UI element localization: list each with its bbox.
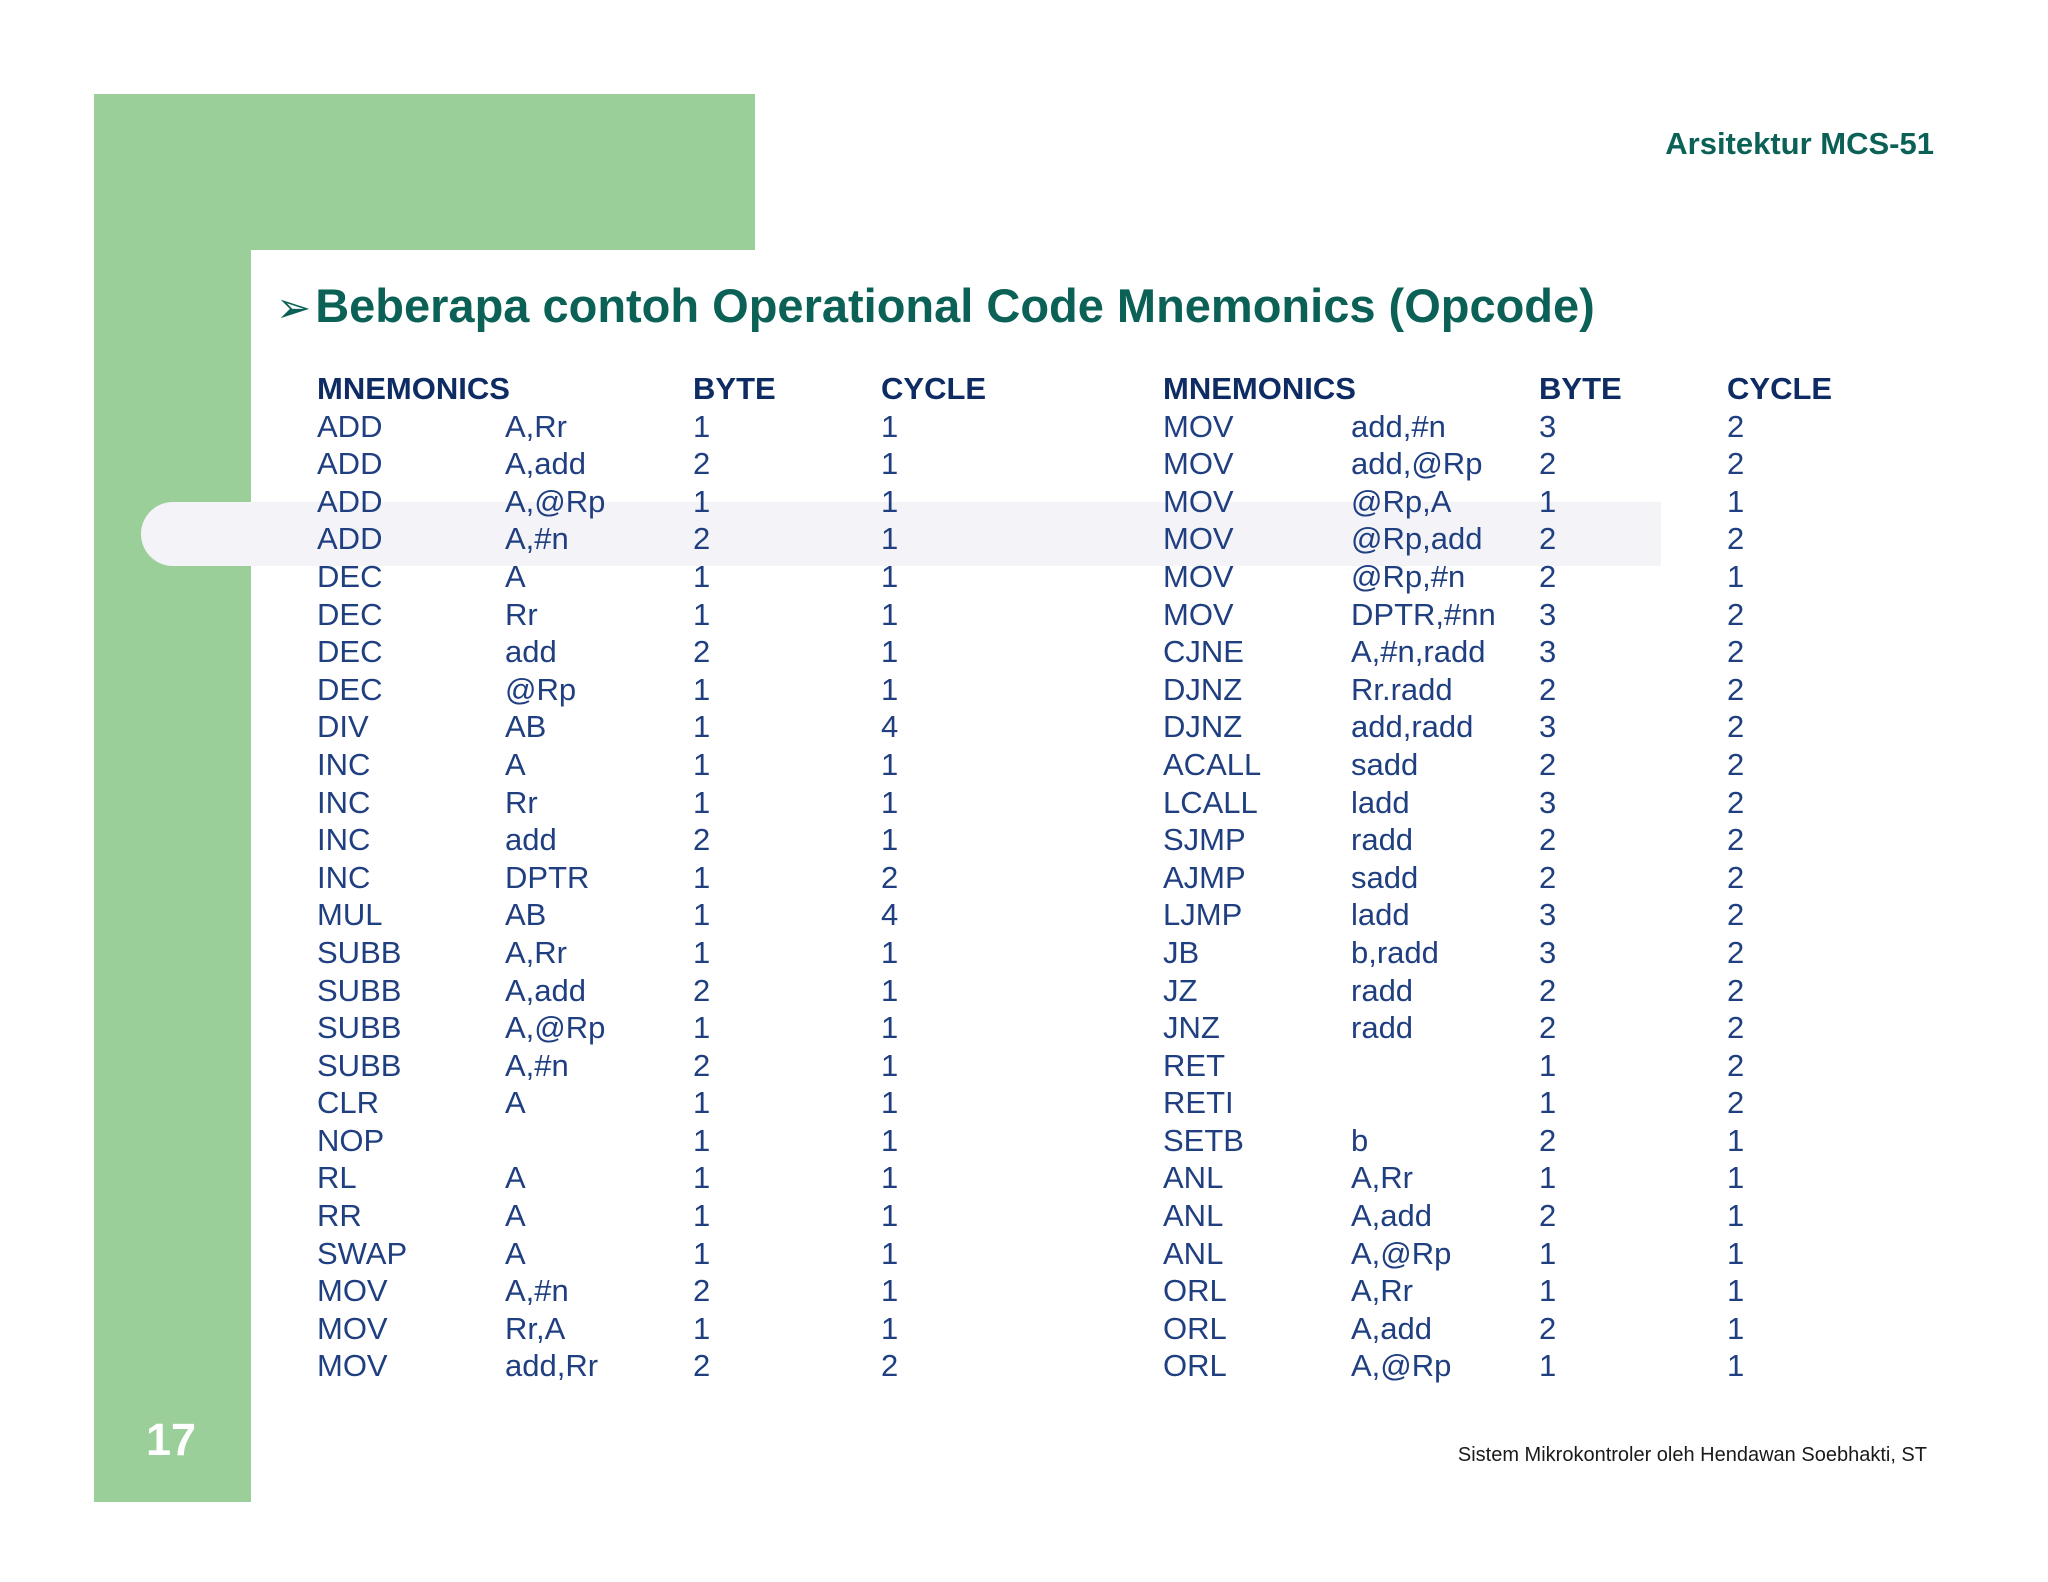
mnemonic-cell: INC [317, 822, 371, 858]
cycle-cell: 1 [1727, 1122, 1745, 1158]
cycle-cell: 2 [1727, 897, 1745, 933]
mnemonic-cell: LJMP [1163, 897, 1243, 933]
byte-cell: 2 [693, 822, 711, 858]
byte-cell: 2 [1539, 859, 1557, 895]
cycle-cell: 1 [881, 408, 899, 444]
mnemonic-cell: ADD [317, 483, 383, 519]
cycle-cell: 2 [1727, 596, 1745, 632]
cycle-cell: 2 [1727, 822, 1745, 858]
byte-cell: 2 [1539, 1122, 1557, 1158]
byte-cell: 2 [1539, 1010, 1557, 1046]
cycle-cell: 2 [1727, 1010, 1745, 1046]
operand-cell: ladd [1351, 897, 1410, 933]
byte-cell: 2 [693, 1273, 711, 1309]
operand-cell: A [505, 1235, 526, 1271]
cycle-cell: 1 [1727, 483, 1745, 519]
mnemonic-cell: DEC [317, 558, 383, 594]
mnemonic-cell: SUBB [317, 972, 402, 1008]
mnemonic-cell: ANL [1163, 1160, 1224, 1196]
byte-cell: 1 [693, 1010, 711, 1046]
mnemonic-cell: MOV [1163, 521, 1234, 557]
cycle-cell: 1 [881, 822, 899, 858]
operand-cell: AB [505, 897, 547, 933]
byte-cell: 3 [1539, 934, 1557, 970]
mnemonic-cell: CJNE [1163, 634, 1244, 670]
cycle-cell: 1 [881, 446, 899, 482]
mnemonic-cell: JB [1163, 934, 1200, 970]
operand-cell: A,@Rp [1351, 1348, 1452, 1384]
mnemonic-cell: MUL [317, 897, 383, 933]
byte-cell: 2 [1539, 446, 1557, 482]
byte-cell: 2 [693, 521, 711, 557]
byte-cell: 1 [1539, 1047, 1557, 1083]
mnemonic-cell: RL [317, 1160, 357, 1196]
cycle-cell: 1 [1727, 1235, 1745, 1271]
mnemonic-cell: ANL [1163, 1198, 1224, 1234]
operand-cell: A [505, 558, 526, 594]
operand-cell: radd [1351, 972, 1414, 1008]
byte-cell: 1 [1539, 1273, 1557, 1309]
operand-cell: Rr [505, 784, 538, 820]
cycle-cell: 1 [881, 1085, 899, 1121]
byte-cell: 1 [693, 859, 711, 895]
byte-cell: 1 [693, 1235, 711, 1271]
byte-cell: 1 [693, 1160, 711, 1196]
operand-cell: A,Rr [1351, 1160, 1413, 1196]
heading-text: Beberapa contoh Operational Code Mnemonics (Opcode) [315, 279, 1595, 332]
operand-cell: A,#n [505, 521, 569, 557]
operand-cell: add,Rr [505, 1348, 599, 1384]
operand-cell: @Rp,A [1351, 483, 1452, 519]
operand-cell: add [505, 822, 557, 858]
operand-cell: Rr,A [505, 1310, 566, 1346]
cycle-cell: 2 [1727, 972, 1745, 1008]
operand-cell: A,Rr [505, 408, 567, 444]
mnemonic-cell: ADD [317, 446, 383, 482]
cycle-cell: 2 [881, 1348, 899, 1384]
byte-cell: 3 [1539, 596, 1557, 632]
cycle-cell: 1 [881, 558, 899, 594]
cycle-cell: 1 [881, 784, 899, 820]
operand-cell: @Rp,#n [1351, 558, 1466, 594]
operand-cell: add,@Rp [1351, 446, 1483, 482]
mnemonic-cell: NOP [317, 1122, 385, 1158]
cycle-cell: 2 [1727, 1085, 1745, 1121]
operand-cell: sadd [1351, 746, 1419, 782]
cycle-cell: 2 [1727, 671, 1745, 707]
operand-cell: add,#n [1351, 408, 1446, 444]
byte-cell: 2 [1539, 558, 1557, 594]
mnemonic-cell: RET [1163, 1047, 1225, 1083]
operand-cell: A,@Rp [505, 483, 606, 519]
green-accent-left [94, 94, 251, 1502]
mnemonic-cell: ADD [317, 408, 383, 444]
operand-cell: radd [1351, 822, 1414, 858]
cycle-cell: 1 [881, 1047, 899, 1083]
header-title: Arsitektur MCS-51 [1665, 126, 1934, 161]
header-cycle: CYCLE [1727, 371, 1833, 406]
operand-cell: A,Rr [505, 934, 567, 970]
mnemonic-cell: MOV [1163, 483, 1234, 519]
operand-cell: ladd [1351, 784, 1410, 820]
main-heading [276, 278, 1595, 333]
byte-cell: 1 [693, 709, 711, 745]
byte-cell: 1 [1539, 483, 1557, 519]
byte-cell: 1 [693, 1122, 711, 1158]
byte-cell: 1 [693, 671, 711, 707]
operand-cell: add,radd [1351, 709, 1474, 745]
cycle-cell: 2 [1727, 859, 1745, 895]
mnemonic-cell: ORL [1163, 1310, 1227, 1346]
cycle-cell: 4 [881, 709, 899, 745]
byte-cell: 2 [1539, 671, 1557, 707]
byte-cell: 1 [693, 558, 711, 594]
byte-cell: 1 [693, 784, 711, 820]
cycle-cell: 2 [1727, 634, 1745, 670]
mnemonic-cell: RETI [1163, 1085, 1234, 1121]
header-byte: BYTE [1539, 371, 1622, 406]
header-mnemonics: MNEMONICS [317, 371, 510, 406]
mnemonic-cell: INC [317, 784, 371, 820]
operand-cell: A [505, 1085, 526, 1121]
byte-cell: 2 [1539, 1198, 1557, 1234]
operand-cell: @Rp [505, 671, 577, 707]
mnemonic-cell: SWAP [317, 1235, 408, 1271]
cycle-cell: 1 [1727, 1160, 1745, 1196]
byte-cell: 1 [693, 934, 711, 970]
cycle-cell: 2 [1727, 1047, 1745, 1083]
mnemonic-cell: ANL [1163, 1235, 1224, 1271]
byte-cell: 3 [1539, 784, 1557, 820]
byte-cell: 2 [1539, 521, 1557, 557]
cycle-cell: 1 [881, 972, 899, 1008]
operand-cell: A [505, 1160, 526, 1196]
operand-cell: A,add [505, 446, 587, 482]
cycle-cell: 1 [1727, 1273, 1745, 1309]
cycle-cell: 1 [881, 934, 899, 970]
mnemonic-cell: ACALL [1163, 746, 1262, 782]
cycle-cell: 1 [881, 1122, 899, 1158]
byte-cell: 1 [693, 483, 711, 519]
byte-cell: 2 [1539, 822, 1557, 858]
arrow-bullet-icon: ➢ [276, 283, 312, 332]
operand-cell: A [505, 1198, 526, 1234]
byte-cell: 2 [1539, 972, 1557, 1008]
cycle-cell: 2 [1727, 784, 1745, 820]
mnemonic-cell: DEC [317, 671, 383, 707]
mnemonic-cell: AJMP [1163, 859, 1246, 895]
operand-cell: @Rp,add [1351, 521, 1483, 557]
operand-cell: A,@Rp [1351, 1235, 1452, 1271]
operand-cell: A,#n [505, 1047, 569, 1083]
cycle-cell: 1 [881, 483, 899, 519]
header-byte: BYTE [693, 371, 776, 406]
footer-credit: Sistem Mikrokontroler oleh Hendawan Soebhakti, ST [1457, 1444, 1927, 1466]
mnemonic-cell: MOV [317, 1273, 388, 1309]
cycle-cell: 1 [881, 634, 899, 670]
mnemonic-cell: MOV [1163, 558, 1234, 594]
mnemonic-cell: MOV [1163, 446, 1234, 482]
cycle-cell: 1 [1727, 1310, 1745, 1346]
mnemonic-cell: DIV [317, 709, 369, 745]
mnemonic-cell: CLR [317, 1085, 380, 1121]
byte-cell: 1 [693, 1198, 711, 1234]
cycle-cell: 2 [1727, 934, 1745, 970]
byte-cell: 3 [1539, 408, 1557, 444]
mnemonic-cell: ORL [1163, 1348, 1227, 1384]
operand-cell: A,add [1351, 1198, 1433, 1234]
byte-cell: 1 [693, 1310, 711, 1346]
operand-cell: radd [1351, 1010, 1414, 1046]
mnemonic-cell: RR [317, 1198, 362, 1234]
byte-cell: 1 [1539, 1235, 1557, 1271]
operand-cell: A,add [1351, 1310, 1433, 1346]
byte-cell: 3 [1539, 634, 1557, 670]
operand-cell: Rr [505, 596, 538, 632]
cycle-cell: 1 [1727, 1348, 1745, 1384]
mnemonic-cell: MOV [1163, 408, 1234, 444]
mnemonic-cell: SUBB [317, 1010, 402, 1046]
operand-cell: A,#n,radd [1351, 634, 1486, 670]
cycle-cell: 1 [881, 1273, 899, 1309]
byte-cell: 2 [693, 446, 711, 482]
header-cycle: CYCLE [881, 371, 987, 406]
byte-cell: 2 [1539, 1310, 1557, 1346]
byte-cell: 2 [1539, 746, 1557, 782]
operand-cell: DPTR [505, 859, 590, 895]
mnemonic-cell: MOV [317, 1310, 388, 1346]
operand-cell: AB [505, 709, 547, 745]
operand-cell: b,radd [1351, 934, 1439, 970]
mnemonic-cell: SUBB [317, 934, 402, 970]
cycle-cell: 1 [1727, 1198, 1745, 1234]
mnemonic-cell: SUBB [317, 1047, 402, 1083]
mnemonic-cell: ADD [317, 521, 383, 557]
operand-cell: A,Rr [1351, 1273, 1413, 1309]
cycle-cell: 1 [881, 1160, 899, 1196]
mnemonic-cell: DJNZ [1163, 671, 1243, 707]
page-number: 17 [146, 1414, 197, 1465]
byte-cell: 1 [693, 897, 711, 933]
byte-cell: 2 [693, 972, 711, 1008]
cycle-cell: 2 [1727, 446, 1745, 482]
byte-cell: 1 [693, 746, 711, 782]
byte-cell: 3 [1539, 709, 1557, 745]
operand-cell: DPTR,#nn [1351, 596, 1496, 632]
mnemonic-cell: SETB [1163, 1122, 1244, 1158]
byte-cell: 1 [693, 596, 711, 632]
operand-cell: A,@Rp [505, 1010, 606, 1046]
mnemonic-cell: INC [317, 859, 371, 895]
cycle-cell: 1 [881, 1310, 899, 1346]
byte-cell: 2 [693, 1047, 711, 1083]
operand-cell: A [505, 746, 526, 782]
cycle-cell: 1 [881, 1198, 899, 1234]
byte-cell: 1 [693, 408, 711, 444]
cycle-cell: 2 [881, 859, 899, 895]
byte-cell: 3 [1539, 897, 1557, 933]
mnemonic-cell: MOV [317, 1348, 388, 1384]
mnemonic-cell: LCALL [1163, 784, 1258, 820]
cycle-cell: 4 [881, 897, 899, 933]
cycle-cell: 1 [881, 521, 899, 557]
operand-cell: sadd [1351, 859, 1419, 895]
cycle-cell: 2 [1727, 408, 1745, 444]
mnemonic-cell: DEC [317, 634, 383, 670]
cycle-cell: 1 [1727, 558, 1745, 594]
byte-cell: 1 [1539, 1085, 1557, 1121]
byte-cell: 1 [693, 1085, 711, 1121]
byte-cell: 1 [1539, 1348, 1557, 1384]
operand-cell: A,#n [505, 1273, 569, 1309]
byte-cell: 1 [1539, 1160, 1557, 1196]
mnemonic-cell: DEC [317, 596, 383, 632]
operand-cell: b [1351, 1122, 1369, 1158]
operand-cell: Rr.radd [1351, 671, 1453, 707]
mnemonic-cell: SJMP [1163, 822, 1246, 858]
cycle-cell: 1 [881, 671, 899, 707]
cycle-cell: 2 [1727, 521, 1745, 557]
mnemonic-cell: MOV [1163, 596, 1234, 632]
byte-cell: 2 [693, 1348, 711, 1384]
mnemonic-cell: JNZ [1163, 1010, 1220, 1046]
cycle-cell: 1 [881, 1235, 899, 1271]
cycle-cell: 2 [1727, 746, 1745, 782]
mnemonic-cell: JZ [1163, 972, 1198, 1008]
cycle-cell: 1 [881, 596, 899, 632]
operand-cell: add [505, 634, 557, 670]
mnemonic-cell: DJNZ [1163, 709, 1243, 745]
cycle-cell: 1 [881, 746, 899, 782]
cycle-cell: 2 [1727, 709, 1745, 745]
mnemonic-cell: INC [317, 746, 371, 782]
byte-cell: 2 [693, 634, 711, 670]
cycle-cell: 1 [881, 1010, 899, 1046]
operand-cell: A,add [505, 972, 587, 1008]
mnemonic-cell: ORL [1163, 1273, 1227, 1309]
header-mnemonics: MNEMONICS [1163, 371, 1356, 406]
